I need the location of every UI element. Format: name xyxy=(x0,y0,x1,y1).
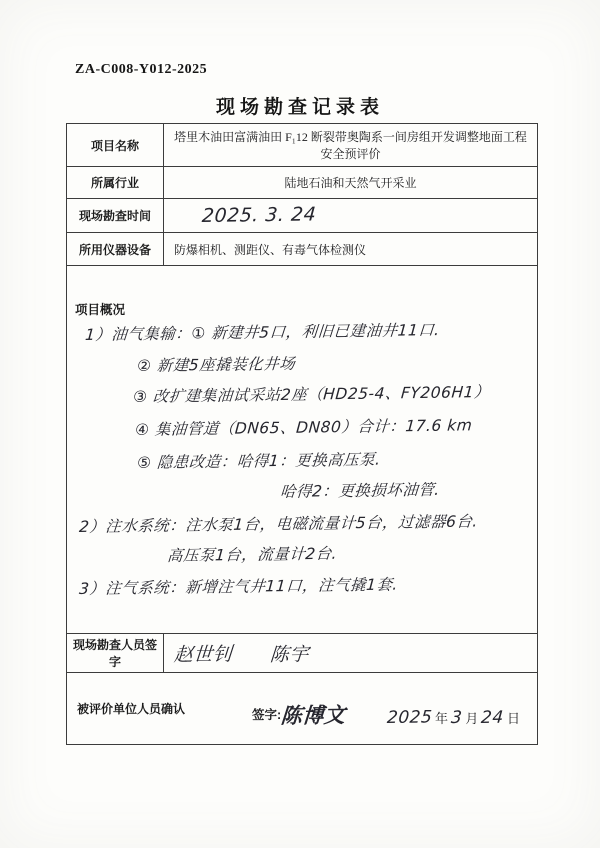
handwritten-confirmation-signature: 陈博文 xyxy=(280,703,347,729)
document-code: ZA-C008-Y012-2025 xyxy=(75,62,208,77)
field-label-project-name: 项目名称 xyxy=(67,124,164,167)
field-value-project-name xyxy=(164,124,538,167)
handwritten-month: 3 xyxy=(450,707,464,729)
confirmation-label: 被评价单位人员确认 xyxy=(77,702,186,716)
row-project-name xyxy=(67,124,538,167)
overview-handwritten-line-5: ⑤ 隐患改造：哈得1：更换高压泵. xyxy=(136,450,382,473)
row-industry xyxy=(67,167,538,199)
overview-handwritten-line-3: ③ 改扩建集油试采站2座（HD25-4、FY206H1） xyxy=(132,383,491,407)
handwritten-day: 24 xyxy=(480,707,505,729)
field-value-industry: 陆地石油和天然气开采业 xyxy=(164,167,538,199)
form-title: 现场勘查记录表 xyxy=(215,97,384,118)
handwritten-year: 2025 xyxy=(385,707,433,729)
overview-handwritten-line-8: 高压泵1台，流量计2台. xyxy=(166,544,338,565)
confirmation-sign-area xyxy=(252,700,346,730)
field-label-surveyor-signature: 现场勘查人员签字 xyxy=(67,634,164,673)
field-label-survey-time: 现场勘查时间 xyxy=(67,199,164,233)
surveyor-signature-cell xyxy=(164,634,538,673)
field-value-survey-time xyxy=(164,199,538,233)
record-form-table xyxy=(66,123,538,745)
field-label-industry: 所属行业 xyxy=(67,167,164,199)
overview-cell xyxy=(67,266,538,634)
row-equipment xyxy=(67,233,538,266)
row-confirmation xyxy=(67,673,538,745)
handwritten-signature-1: 赵世钊 xyxy=(173,642,234,666)
handwritten-signature-2: 陈宇 xyxy=(268,642,310,666)
overview-handwritten-line-7: 2）注水系统：注水泵1台，电磁流量计5台，过滤器6台. xyxy=(78,512,479,536)
month-unit-label: 月 xyxy=(465,711,479,726)
overview-handwritten-line-6: 哈得2：更换损坏油管. xyxy=(279,480,441,501)
overview-handwritten-line-9: 3）注气系统：新增注气井11口，注气撬1套. xyxy=(78,575,399,599)
project-name-line1: 塔里木油田富满油田 F₁12 断裂带奥陶系一间房组开发调整地面工程 xyxy=(174,130,527,144)
project-name-line2: 安全预评价 xyxy=(320,147,381,161)
day-unit-label: 日 xyxy=(506,711,520,726)
handwritten-survey-date: 2025. 3. 24 xyxy=(201,202,318,227)
row-overview xyxy=(67,266,538,634)
overview-label: 项目概况 xyxy=(75,302,126,317)
row-survey-time xyxy=(67,199,538,233)
overview-handwritten-line-4: ④ 集油管道（DN65、DN80）合计：17.6 km xyxy=(134,416,474,440)
field-label-equipment: 所用仪器设备 xyxy=(67,233,164,266)
confirmation-cell xyxy=(67,673,538,745)
confirmation-date-area xyxy=(387,708,523,728)
sign-prefix-label: 签字: xyxy=(252,708,282,722)
field-value-equipment: 防爆相机、测距仪、有毒气体检测仪 xyxy=(164,233,538,266)
overview-handwritten-line-2: ② 新建5座撬装化井场 xyxy=(136,354,296,375)
year-unit-label: 年 xyxy=(434,711,448,726)
overview-handwritten-line-1: 1）油气集输：① 新建井5口，利旧已建油井11口. xyxy=(84,320,441,344)
row-surveyor-signature xyxy=(67,634,538,673)
